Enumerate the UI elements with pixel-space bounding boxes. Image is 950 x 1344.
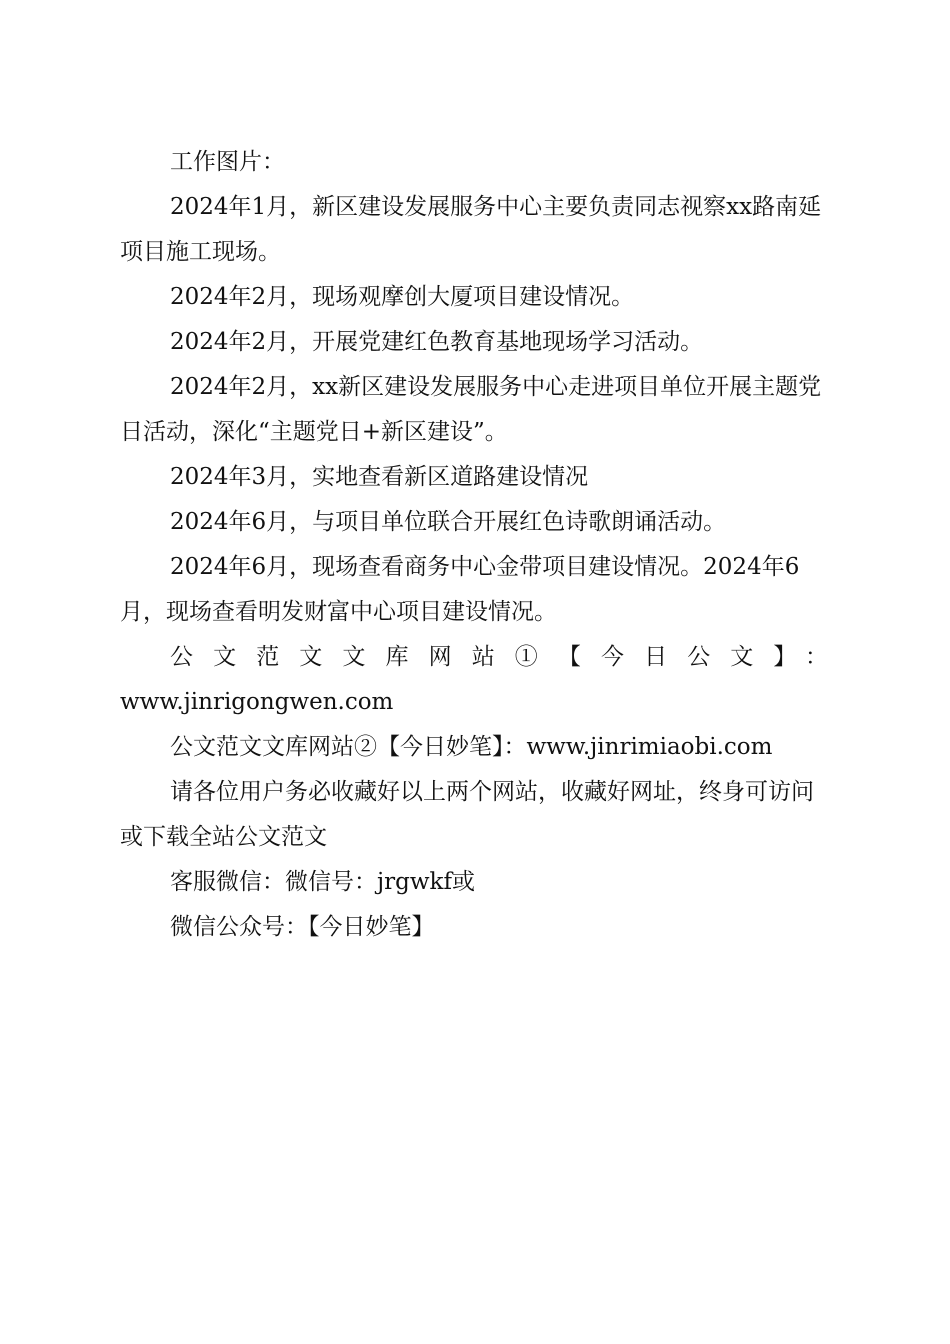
site-2-line: 公文范文文库网站②【今日妙笔】：www.jinrimiaobi.com bbox=[170, 734, 773, 760]
site-1-url[interactable]: www.jinrigongwen.com bbox=[120, 689, 394, 715]
paragraph-item-5: 2024年3月，实地查看新区道路建设情况 bbox=[170, 464, 589, 490]
paragraph-item-7: 2024年6月，现场查看商务中心金带项目建设情况。2024年6月，现场查看明发财富中心项目建设情况。 bbox=[120, 554, 800, 625]
customer-service-line: 客服微信：微信号：jrgwkf或 bbox=[170, 869, 475, 895]
section-heading: 工作图片： bbox=[170, 149, 285, 175]
notice-paragraph: 请各位用户务必收藏好以上两个网站，收藏好网址，终身可访问或下载全站公文范文 bbox=[120, 779, 814, 850]
paragraph-item-6: 2024年6月，与项目单位联合开展红色诗歌朗诵活动。 bbox=[170, 509, 727, 535]
document-body bbox=[120, 140, 828, 950]
official-account-line: 微信公众号：【今日妙笔】 bbox=[170, 914, 435, 940]
paragraph-item-3: 2024年2月，开展党建红色教育基地现场学习活动。 bbox=[170, 329, 704, 355]
paragraph-item-1: 2024年1月，新区建设发展服务中心主要负责同志视察xx路南延项目施工现场。 bbox=[120, 194, 822, 265]
paragraph-item-4: 2024年2月，xx新区建设发展服务中心走进项目单位开展主题党日活动，深化“主题党日+新区建设”。 bbox=[120, 374, 822, 445]
paragraph-item-2: 2024年2月，现场观摩创大厦项目建设情况。 bbox=[170, 284, 635, 310]
site-1-label: 公文范文文库网站①【今日公文】： bbox=[170, 644, 828, 670]
